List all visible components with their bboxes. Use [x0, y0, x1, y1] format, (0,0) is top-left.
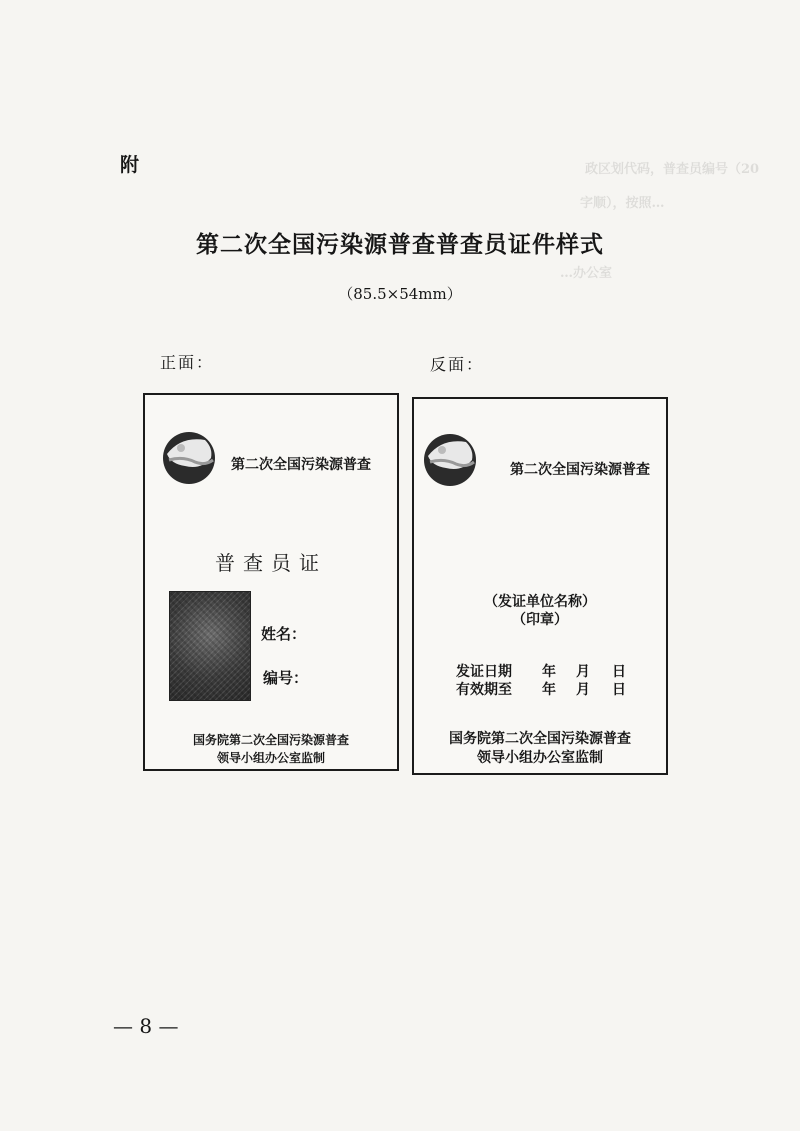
issuing-unit-name: （发证单位名称） [484, 594, 596, 610]
front-side-label: 正面： [160, 353, 215, 372]
seal-label: （印章） [512, 612, 568, 628]
issuer-line-1: 国务院第二次全国污染源普查 [449, 731, 631, 747]
id-card-front [143, 393, 399, 771]
page-title: 第二次全国污染源普查普查员证件样式 [196, 231, 604, 258]
issue-date-label: 发证日期 [456, 664, 512, 680]
bleed-through-text: …办公室 [560, 266, 613, 281]
valid-until-label: 有效期至 [456, 682, 512, 698]
month-label: 月 [576, 664, 590, 680]
issuing-unit-block [414, 593, 666, 629]
id-card-back [412, 397, 668, 775]
globe-logo-icon [422, 432, 478, 488]
number-label: 编号： [263, 669, 309, 687]
size-note: （85.5×54mm） [338, 285, 462, 303]
card-brand-text: 第二次全国污染源普查 [231, 457, 371, 473]
name-label: 姓名： [261, 625, 307, 643]
year-label: 年 [542, 682, 556, 698]
issuer-line-2: 领导小组办公室监制 [477, 750, 603, 766]
month-label: 月 [576, 682, 590, 698]
card-title: 普查员证 [215, 551, 327, 575]
bleed-through-text: 政区划代码，普查员编号（20 [585, 162, 760, 177]
card-brand-text: 第二次全国污染源普查 [510, 462, 650, 478]
globe-logo-icon [161, 430, 217, 486]
issuer-line-1: 国务院第二次全国污染源普查 [192, 733, 349, 747]
bleed-through-text: 字顺），按照… [580, 196, 665, 211]
year-label: 年 [542, 664, 556, 680]
day-label: 日 [612, 664, 626, 680]
issuer-line-2: 领导小组办公室监制 [216, 751, 325, 765]
issue-date-row [456, 661, 636, 679]
page-number: — 8 — [113, 1014, 179, 1038]
issuer-text [414, 730, 666, 768]
back-side-label: 反面： [430, 355, 485, 374]
annex-label: 附 [120, 154, 140, 176]
day-label: 日 [612, 682, 626, 698]
photo-placeholder [169, 591, 251, 701]
issuer-text [145, 731, 397, 767]
valid-until-row [456, 679, 636, 697]
